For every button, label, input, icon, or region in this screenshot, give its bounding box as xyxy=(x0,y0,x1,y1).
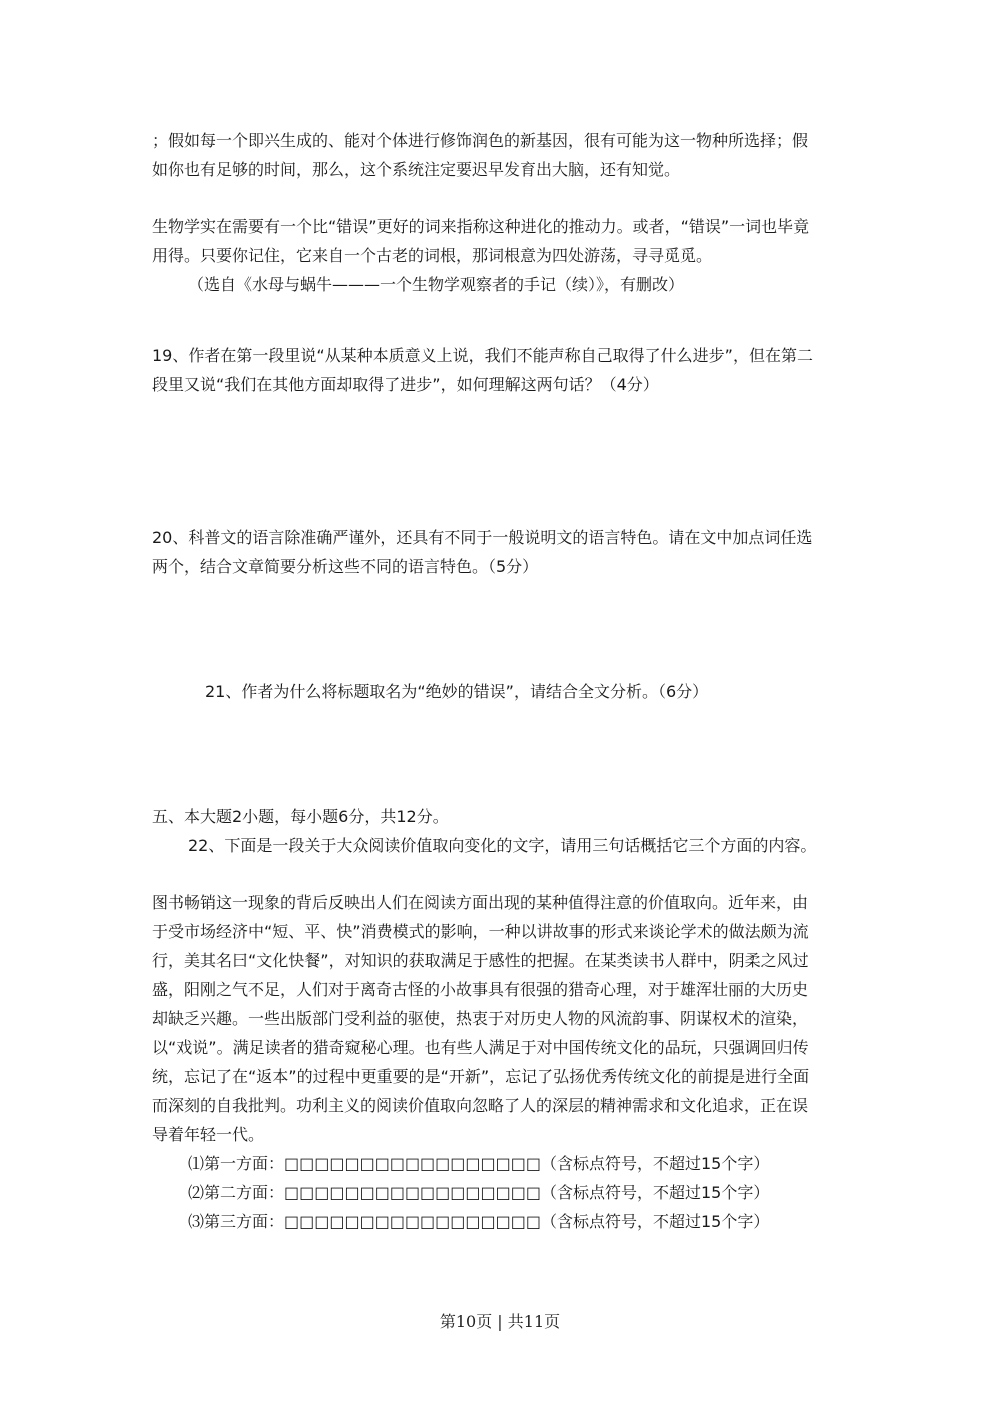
q22-passage-line: 以“戏说”。满足读者的猎奇窥秘心理。也有些人满足于对中国传统文化的品玩，只强调回归传 xyxy=(152,1038,809,1057)
question-20-line-2: 两个，结合文章简要分析这些不同的语言特色。（5分） xyxy=(152,557,539,576)
q22-passage-line: 于受市场经济中“短、平、快”消费模式的影响，一种以讲故事的形式来谈论学术的做法颇为流 xyxy=(152,922,809,941)
q22-passage-line: 导着年轻一代。 xyxy=(152,1125,265,1144)
question-20-line-1: 20、科普文的语言除准确严谨外，还具有不同于一般说明文的语言特色。请在文中加点词任选 xyxy=(152,528,813,547)
question-19-line-2: 段里又说“我们在其他方面却取得了进步”，如何理解这两句话？（4分） xyxy=(152,375,659,394)
question-21: 21、作者为什么将标题取名为“绝妙的错误”，请结合全文分析。（6分） xyxy=(205,682,709,701)
q22-passage-line: 而深刻的自我批判。功利主义的阅读价值取向忽略了人的深层的精神需求和文化追求，正在误 xyxy=(152,1096,809,1115)
q22-passage-line: 盛，阳刚之气不足，人们对于离奇古怪的小故事具有很强的猎奇心理，对于雄浑壮丽的大历史 xyxy=(152,980,809,999)
answer-line-2: ⑵第二方面：□□□□□□□□□□□□□□□□□（含标点符号，不超过15个字） xyxy=(188,1183,770,1202)
source-citation: （选自《水母与蜗牛———一个生物学观察者的手记（续）》，有删改） xyxy=(188,275,685,294)
q22-passage-line: 却缺乏兴趣。一些出版部门受利益的驱使，热衷于对历史人物的风流韵事、阴谋权术的渲染， xyxy=(152,1009,809,1028)
passage-end-line-1: ；假如每一个即兴生成的、能对个体进行修饰润色的新基因，很有可能为这一物种所选择；假 xyxy=(152,131,809,150)
q22-passage-line: 行，美其名曰“文化快餐”，对知识的获取满足于感性的把握。在某类读书人群中，阴柔之风过 xyxy=(152,951,809,970)
passage-last-line-1: 生物学实在需要有一个比“错误”更好的词来指称这种进化的推动力。或者，“错误”一词也毕竟 xyxy=(152,217,810,236)
q22-passage-line: 统，忘记了在“返本”的过程中更重要的是“开新”，忘记了弘扬优秀传统文化的前提是进行全面 xyxy=(152,1067,810,1086)
question-22: 22、下面是一段关于大众阅读价值取向变化的文字，请用三句话概括它三个方面的内容。 xyxy=(188,836,817,855)
question-19-line-1: 19、作者在第一段里说“从某种本质意义上说，我们不能声称自己取得了什么进步”，但在第二 xyxy=(152,346,813,365)
section-5-heading: 五、本大题2小题，每小题6分，共12分。 xyxy=(152,807,449,826)
answer-line-1: ⑴第一方面：□□□□□□□□□□□□□□□□□（含标点符号，不超过15个字） xyxy=(188,1154,770,1173)
page-footer: 第10页 | 共11页 xyxy=(439,1312,561,1331)
answer-line-3: ⑶第三方面：□□□□□□□□□□□□□□□□□（含标点符号，不超过15个字） xyxy=(188,1212,770,1231)
passage-end-line-2: 如你也有足够的时间，那么，这个系统注定要迟早发育出大脑，还有知觉。 xyxy=(152,160,681,179)
passage-last-line-2: 用得。只要你记住，它来自一个古老的词根，那词根意为四处游荡，寻寻觅觅。 xyxy=(152,246,713,265)
q22-passage-line: 图书畅销这一现象的背后反映出人们在阅读方面出现的某种值得注意的价值取向。近年来，由 xyxy=(152,893,809,912)
